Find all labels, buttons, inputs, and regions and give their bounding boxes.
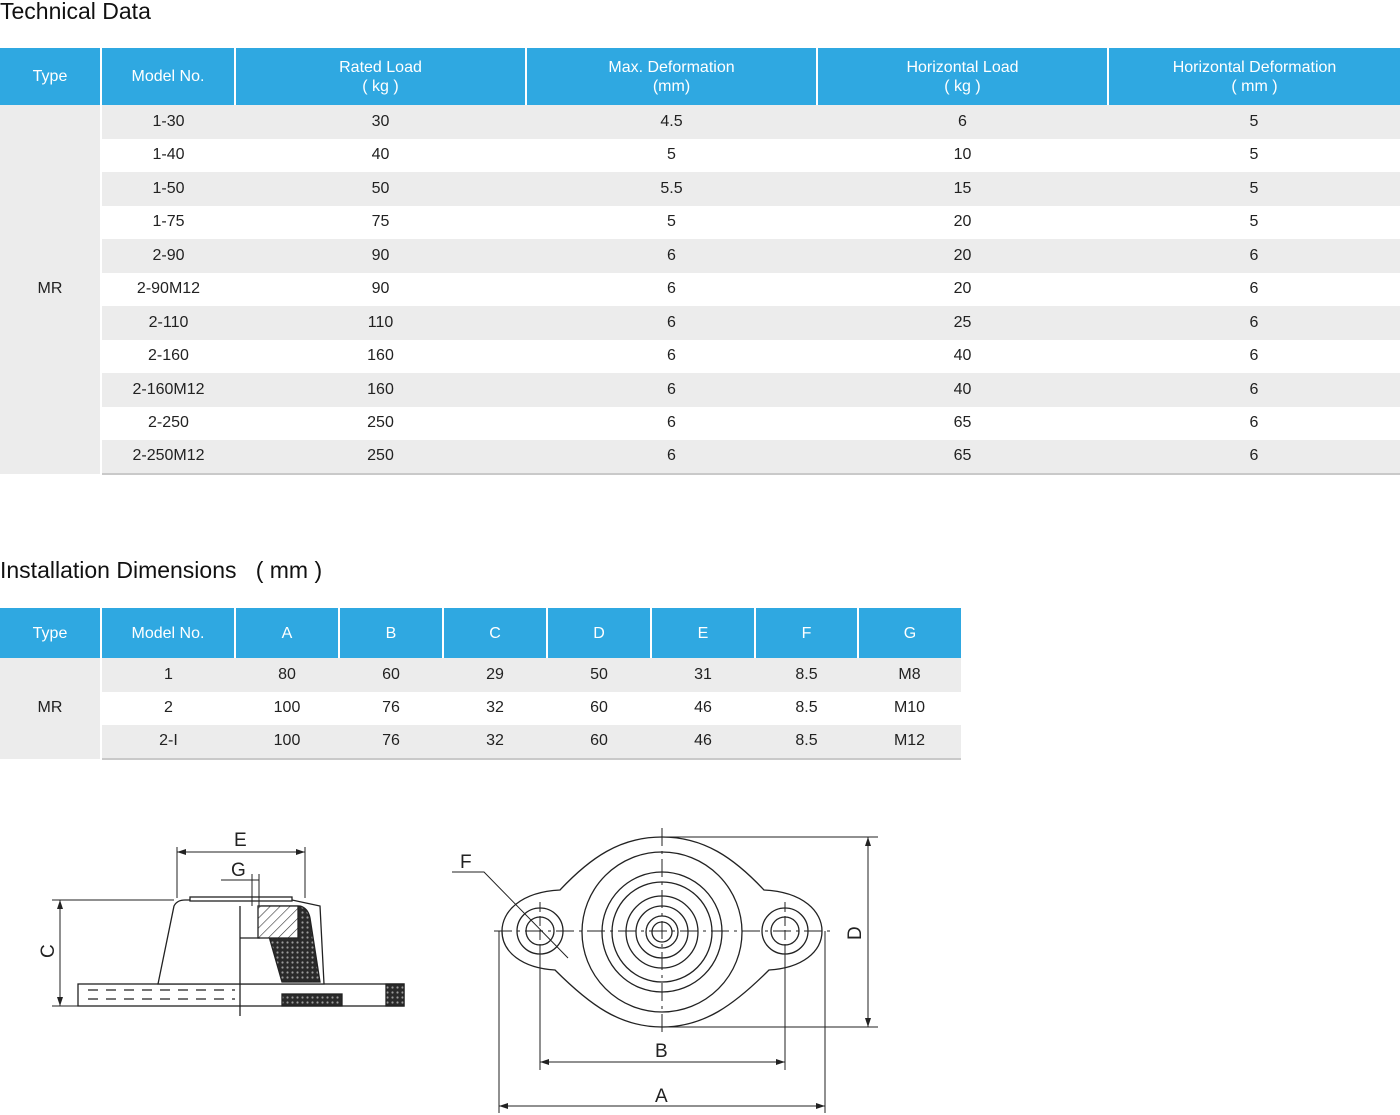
- rated-load-cell: 250: [235, 407, 526, 441]
- rated-load-cell: 110: [235, 306, 526, 340]
- header-horizontal-deformation: [1108, 48, 1400, 105]
- table-row: [0, 105, 1400, 139]
- max-deformation-cell: 6: [526, 273, 817, 307]
- max-deformation-cell: 5: [526, 139, 817, 173]
- header-c: C: [443, 608, 547, 658]
- model-cell: 1: [101, 658, 235, 692]
- model-cell: 2-90M12: [101, 273, 235, 307]
- rated-load-cell: 90: [235, 273, 526, 307]
- dim-f-cell: 8.5: [755, 692, 858, 726]
- horizontal-deformation-cell: 5: [1108, 139, 1400, 173]
- dim-f-cell: 8.5: [755, 725, 858, 759]
- table-row: [0, 306, 1400, 340]
- table-row: [0, 206, 1400, 240]
- horizontal-deformation-cell: 5: [1108, 105, 1400, 139]
- horizontal-load-cell: 6: [817, 105, 1108, 139]
- header-d: D: [547, 608, 651, 658]
- technical-data-title: Technical Data: [0, 0, 151, 24]
- horizontal-load-cell: 65: [817, 440, 1108, 474]
- horizontal-load-cell: 10: [817, 139, 1108, 173]
- installation-dimensions-table: [0, 608, 961, 760]
- installation-title-text: Installation Dimensions: [0, 557, 237, 583]
- dim-b-cell: 76: [339, 692, 443, 726]
- table-row: [0, 239, 1400, 273]
- dim-c-cell: 32: [443, 725, 547, 759]
- model-cell: 2-90: [101, 239, 235, 273]
- table-row: [0, 172, 1400, 206]
- table-row: [0, 658, 961, 692]
- table-row: [0, 139, 1400, 173]
- dim-e-cell: 46: [651, 725, 755, 759]
- rated-load-cell: 160: [235, 373, 526, 407]
- dim-b-cell: 60: [339, 658, 443, 692]
- model-cell: 1-50: [101, 172, 235, 206]
- rated-load-cell: 30: [235, 105, 526, 139]
- header-max-deformation-label: Max. Deformation: [608, 58, 735, 76]
- rated-load-cell: 160: [235, 340, 526, 374]
- header-horizontal-load-unit: ( kg ): [944, 77, 981, 95]
- model-cell: 1-75: [101, 206, 235, 240]
- max-deformation-cell: 6: [526, 373, 817, 407]
- model-cell: 2-110: [101, 306, 235, 340]
- base-rubber-strip: [282, 994, 342, 1006]
- base-edge-rubber: [386, 984, 404, 1006]
- header-horizontal-deformation-label: Horizontal Deformation: [1172, 58, 1337, 76]
- table-row: [0, 373, 1400, 407]
- header-model-no: Model No.: [101, 608, 235, 658]
- dim-a-cell: 100: [235, 725, 339, 759]
- dim-e-cell: 46: [651, 692, 755, 726]
- model-cell: 1-30: [101, 105, 235, 139]
- rated-load-cell: 250: [235, 440, 526, 474]
- horizontal-load-cell: 40: [817, 373, 1108, 407]
- label-d: D: [845, 926, 866, 940]
- header-horizontal-load-label: Horizontal Load: [906, 58, 1019, 76]
- type-cell: MR: [0, 105, 101, 474]
- model-cell: 2-160: [101, 340, 235, 374]
- dim-b-cell: 76: [339, 725, 443, 759]
- table-row: [0, 273, 1400, 307]
- rated-load-cell: 40: [235, 139, 526, 173]
- max-deformation-cell: 5: [526, 206, 817, 240]
- header-rated-load-unit: ( kg ): [362, 77, 399, 95]
- header-f: F: [755, 608, 858, 658]
- table-row: [0, 692, 961, 726]
- model-cell: 2-250: [101, 407, 235, 441]
- rated-load-cell: 75: [235, 206, 526, 240]
- label-c: C: [38, 944, 59, 958]
- model-cell: 2-250M12: [101, 440, 235, 474]
- dim-a-cell: 100: [235, 692, 339, 726]
- top-washer: [190, 897, 292, 901]
- max-deformation-cell: 6: [526, 239, 817, 273]
- header-e: E: [651, 608, 755, 658]
- horizontal-load-cell: 20: [817, 239, 1108, 273]
- header-type: Type: [0, 48, 101, 105]
- table-row: [0, 440, 1400, 474]
- horizontal-load-cell: 20: [817, 273, 1108, 307]
- horizontal-deformation-cell: 6: [1108, 373, 1400, 407]
- label-a: A: [655, 1086, 668, 1107]
- horizontal-load-cell: 15: [817, 172, 1108, 206]
- horizontal-load-cell: 40: [817, 340, 1108, 374]
- header-g: G: [858, 608, 961, 658]
- technical-drawings: [0, 790, 960, 1115]
- horizontal-deformation-cell: 6: [1108, 306, 1400, 340]
- header-max-deformation-unit: (mm): [652, 77, 691, 95]
- rated-load-cell: 90: [235, 239, 526, 273]
- dim-g-cell: M12: [858, 725, 961, 759]
- horizontal-deformation-cell: 6: [1108, 340, 1400, 374]
- header-b: B: [339, 608, 443, 658]
- horizontal-deformation-cell: 5: [1108, 206, 1400, 240]
- horizontal-load-cell: 65: [817, 407, 1108, 441]
- table-row: [0, 407, 1400, 441]
- technical-data-table: [0, 48, 1400, 475]
- header-horizontal-deformation-unit: ( mm ): [1231, 77, 1278, 95]
- max-deformation-cell: 6: [526, 340, 817, 374]
- label-f: F: [460, 852, 472, 873]
- horizontal-deformation-cell: 6: [1108, 273, 1400, 307]
- dim-d-cell: 60: [547, 725, 651, 759]
- header-a: A: [235, 608, 339, 658]
- max-deformation-cell: 5.5: [526, 172, 817, 206]
- label-b: B: [655, 1041, 668, 1062]
- table-header-row: [0, 608, 961, 658]
- header-model-no: Model No.: [101, 48, 235, 105]
- side-view-drawing: [52, 847, 404, 1016]
- dim-e-cell: 31: [651, 658, 755, 692]
- header-rated-load-label: Rated Load: [339, 58, 422, 76]
- dim-d-cell: 50: [547, 658, 651, 692]
- table-row: [0, 340, 1400, 374]
- dim-d-cell: 60: [547, 692, 651, 726]
- model-cell: 2-160M12: [101, 373, 235, 407]
- dim-g-cell: M10: [858, 692, 961, 726]
- base-plate: [78, 984, 404, 1006]
- dim-f-cell: 8.5: [755, 658, 858, 692]
- max-deformation-cell: 6: [526, 407, 817, 441]
- header-type: Type: [0, 608, 101, 658]
- dim-g-cell: M8: [858, 658, 961, 692]
- header-rated-load: [235, 48, 526, 105]
- top-view-drawing: [452, 828, 878, 1113]
- horizontal-deformation-cell: 6: [1108, 239, 1400, 273]
- horizontal-load-cell: 25: [817, 306, 1108, 340]
- type-cell: MR: [0, 658, 101, 759]
- insert-hatched-section: [258, 906, 298, 938]
- max-deformation-cell: 6: [526, 440, 817, 474]
- rated-load-cell: 50: [235, 172, 526, 206]
- header-max-deformation: [526, 48, 817, 105]
- model-cell: 2: [101, 692, 235, 726]
- label-g: G: [231, 860, 246, 881]
- installation-unit: ( mm ): [255, 557, 323, 583]
- dim-a-cell: 80: [235, 658, 339, 692]
- model-cell: 2-I: [101, 725, 235, 759]
- header-horizontal-load: [817, 48, 1108, 105]
- table-row: [0, 725, 961, 759]
- horizontal-deformation-cell: 6: [1108, 440, 1400, 474]
- horizontal-load-cell: 20: [817, 206, 1108, 240]
- dim-c-cell: 29: [443, 658, 547, 692]
- horizontal-deformation-cell: 5: [1108, 172, 1400, 206]
- table-header-row: [0, 48, 1400, 105]
- installation-dimensions-title: [0, 557, 322, 584]
- horizontal-deformation-cell: 6: [1108, 407, 1400, 441]
- label-e: E: [234, 830, 247, 851]
- model-cell: 1-40: [101, 139, 235, 173]
- max-deformation-cell: 4.5: [526, 105, 817, 139]
- dim-c-cell: 32: [443, 692, 547, 726]
- max-deformation-cell: 6: [526, 306, 817, 340]
